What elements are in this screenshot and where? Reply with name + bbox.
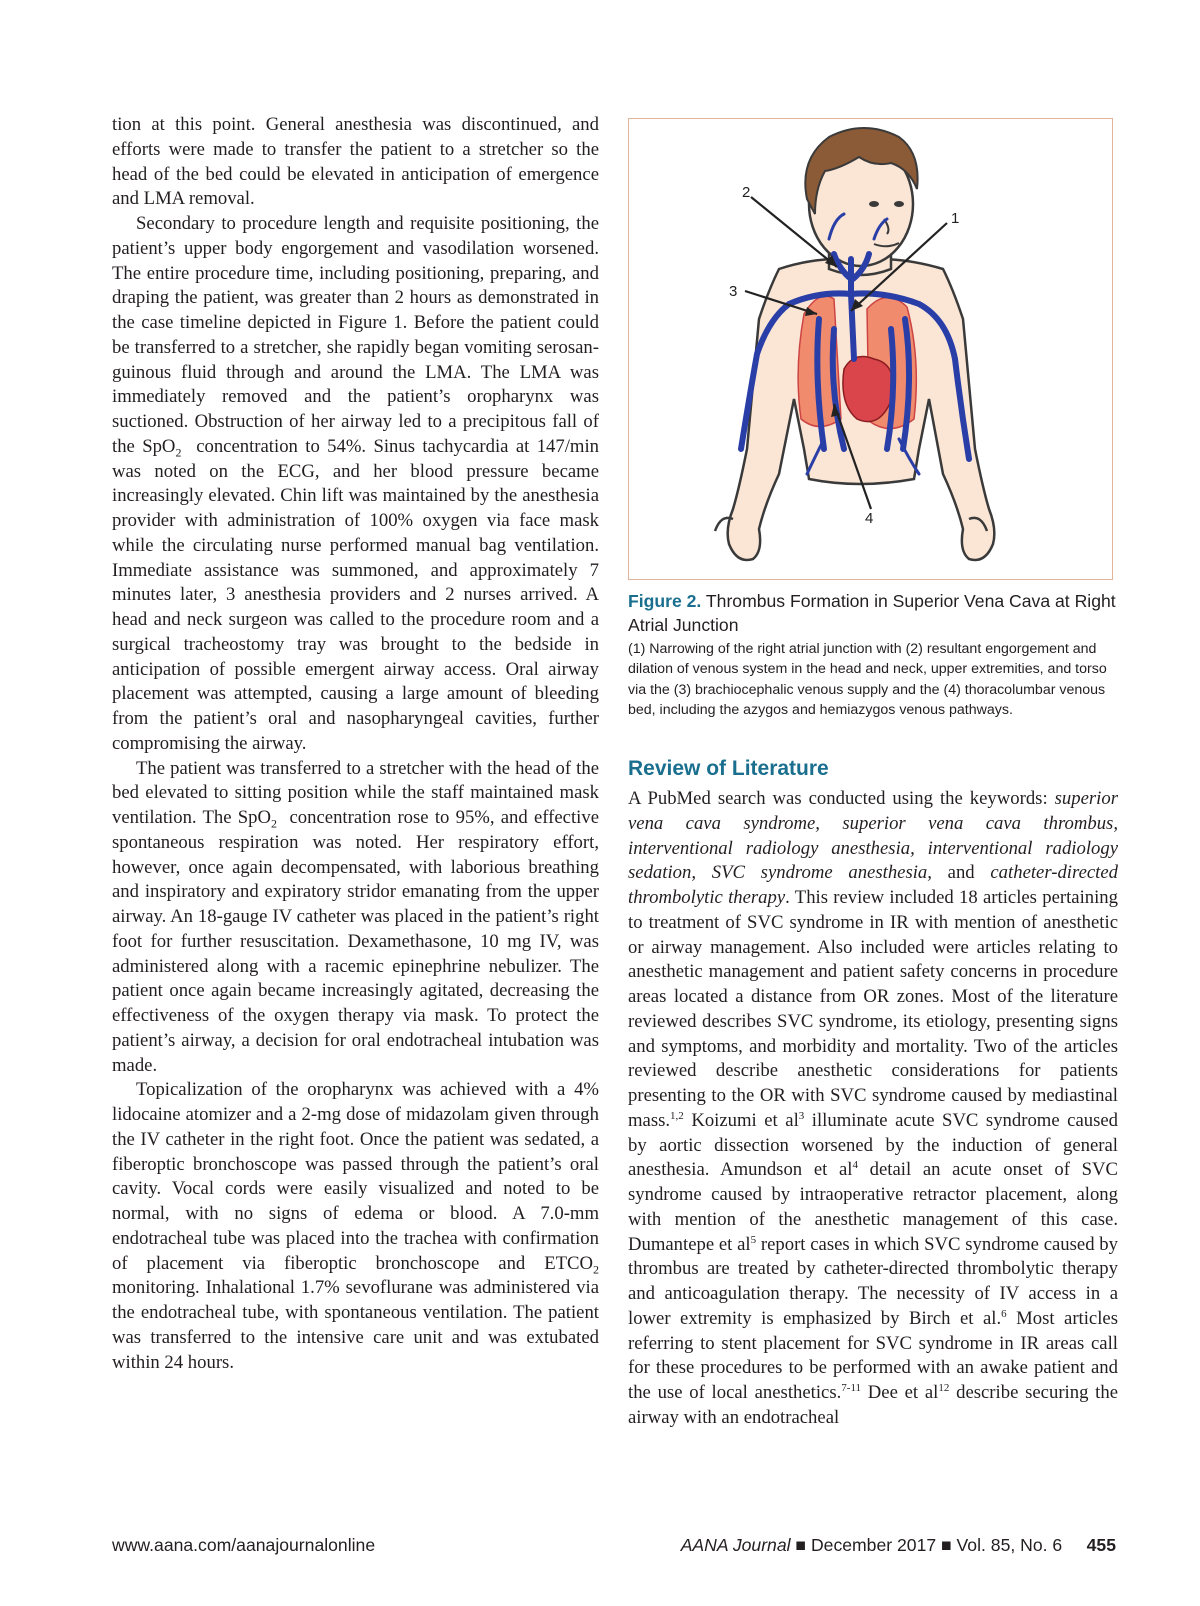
section-heading: Review of Literature (628, 757, 829, 780)
footer-url: www.aana.com/aanajournalonline (112, 1535, 376, 1555)
figure-illustration (628, 118, 1113, 580)
figure-caption (628, 589, 1118, 720)
page-number: 455 (1086, 1535, 1116, 1555)
svc-anatomy-illustration (629, 119, 1111, 578)
figure-label-3: 3 (729, 283, 738, 300)
figure-title: Figure 2. Thrombus Formation in Superior Vena Cava at Right Atrial Junction (628, 591, 1116, 635)
paragraph: A PubMed search was conducted using the keywords: superior vena cava syndrome, superior vena cava thrombus, interventional radiology anesthesia, interventional radiology sedation, SVC syndrome anesthesia, and catheter-directed thrombolytic therapy. This review included 18 articles pertaining to treatment of SVC syndrome in IR with mention of anesthetic or airway management. Also included were articles relating to anesthetic management and patient safety concerns in procedure areas located a distance from OR zones. Most of the literature reviewed describes SVC syndrome, its etiology, presenting signs and symptoms, and morbidity and mortality. Two of the articles reviewed describe anesthetic considerations for patients presenting to the OR with SVC syndrome caused by mediastinal mass.$^{1,2}$ Koizumi et $al^3$ illuminate acute SVC syndrome caused by aortic dissection worsened by the induction of general anesthesia. Amundson et $al^4$ detail an acute onset of SVC syndrome caused by intraoperative retractor placement, along with mention of the anesthetic management of this case. Dumantepe et $al^5$ report cases in which SVC syndrome caused by thrombus are treated by catheter-directed thrombolytic therapy and anticoagulation therapy. The necessity of IV access in a lower extremity is emphasized by Birch et al.$^6$ Most articles referring to stent placement for SVC syndrome in IR areas call for these procedures to be performed with an awake patient and the use of local anesthetics.$^{7-11}$ Dee et $al^{12}$ describe securing the airway with an endotracheal (628, 788, 1118, 1428)
figure-label-2: 2 (742, 184, 751, 201)
figure-label-4: 4 (865, 510, 874, 527)
paragraph: tion at this point. General anesthesia was discontinued, and efforts were made to transfer the patient to a stretcher so the head of the bed could be elevated in anticipation of emergence and LMA removal. (112, 114, 599, 210)
figure-label-1: 1 (951, 210, 960, 227)
figure-caption-text: (1) Narrowing of the right atrial junction with (2) resultant engorgement and dilation of venous system in the head and neck, upper extremities, and torso via the (3) brachiocephalic venous supply and the (4) thoracolumbar venous bed, including the azygos and hemiazygos venous pathways. (628, 641, 1107, 718)
right-column-text (628, 787, 1118, 1431)
left-column (112, 113, 599, 1375)
paragraph: The patient was transferred to a stretcher with the head of the bed elevated to sitting position while the staff maintained mask ventilation. The SpO$_2$ concentration rose to 95%, and effective spontaneous respiration was noted. Her respiratory effort, however, once again decompensated, with laborious breathing and inspiratory and expiratory stridor emanating from the upper airway. An 18-gauge IV catheter was placed in the patient’s right foot for further resuscitation. Dexamethasone, 10 mg IV, was administered along with a racemic epinephrine nebulizer. The patient once again became increasingly agitated, decreasing the effectiveness of the oxygen therapy via mask. To protect the patient’s airway, a decision for oral endotracheal intubation was made. (112, 757, 600, 1076)
paragraph: Secondary to procedure length and requisite positioning, the patient’s upper body engorgement and vasodilation worsened. The entire procedure time, including positioning, preparing, and draping the patient, was greater than 2 hours as demonstrated in the case timeline depicted in Figure 1. Before the patient could be transferred to a stretcher, she rapidly began vomiting serosanguinous fluid through and around the LMA. The LMA was immediately removed and the patient’s oropharynx was suctioned. Obstruction of her airway led to a precipitous fall of the SpO$_2$ concentration to 54%. Sinus tachycardia at 147/min was noted on the ECG, and her blood pressure became increasingly elevated. Chin lift was maintained by the anesthesia provider with administration of 100% oxygen via face mask while the circulating nurse performed manual bag ventilation. Immediate assistance was summoned, and approximately 7 minutes later, 3 anesthesia providers and 2 nurses arrived. A head and neck surgeon was called to the procedure room and a surgical tracheostomy tray was brought to the bedside in anticipation of possible emergent airway access. Oral airway placement was attempted, causing a large amount of bleeding from the patient’s oral and nasopharyngeal cavities, further compromising the airway. (112, 213, 600, 754)
footer-citation: AANA Journal ■ December 2017 ■ Vol. 85, No. 6 455 (680, 1535, 1116, 1555)
paragraph: Topicalization of the oropharynx was achieved with a 4% lidocaine atomizer and a 2-mg dose of midazolam given through the IV catheter in the right foot. Once the patient was sedated, a fiberoptic bronchoscope was passed through the patient’s oral cavity. Vocal cords were easily visualized and noted to be normal, with no signs of edema or blood. A 7.0-mm endotracheal tube was placed into the trachea with confirmation of placement via fiberoptic bronchoscope and $ETCO_2$ monitoring. Inhalational 1.7% sevoflurane was administered via the endotracheal tube, with spontaneous ventilation. The patient was transferred to the intensive care unit and was extubated within 24 hours. (112, 1079, 599, 1373)
